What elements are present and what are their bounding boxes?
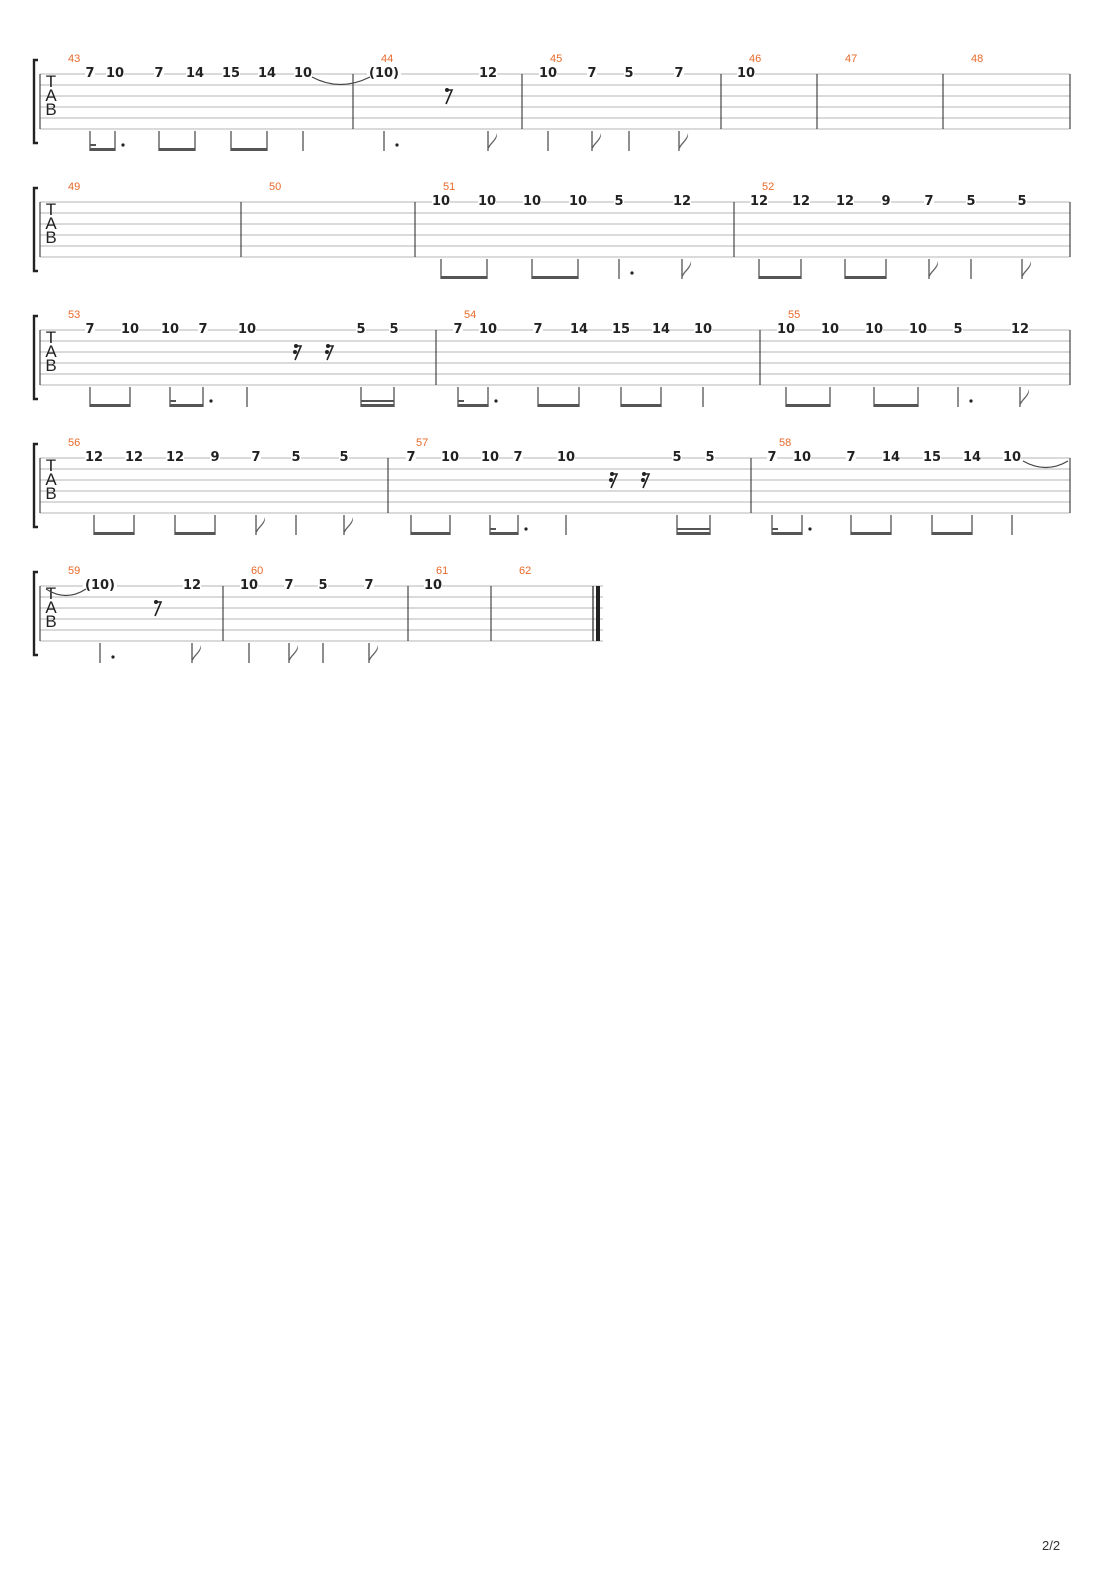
fret-number: 5 [624, 66, 634, 81]
note-beam [170, 404, 203, 407]
augmentation-dot [111, 655, 114, 658]
fret-number: 12 [835, 194, 855, 209]
augmentation-dot [209, 399, 212, 402]
augmentation-dot [494, 399, 497, 402]
augmentation-dot [395, 143, 398, 146]
fret-number: 10 [538, 66, 558, 81]
tab-clef-letter: B [45, 100, 57, 119]
fret-number: 15 [922, 450, 942, 465]
fret-number: 14 [651, 322, 671, 337]
fret-number: 7 [406, 450, 416, 465]
fret-number: 10 [160, 322, 180, 337]
note-flag [369, 645, 378, 663]
fret-number: 12 [84, 450, 104, 465]
note-flag [679, 133, 688, 151]
measure-number: 49 [68, 181, 81, 193]
augmentation-dot [630, 271, 633, 274]
system-bracket [34, 60, 38, 143]
measure-number: 54 [464, 309, 477, 321]
note-flag [256, 517, 265, 535]
note-beam [621, 404, 661, 407]
rest-head [609, 478, 613, 482]
fret-number: 12 [124, 450, 144, 465]
fret-number: 5 [291, 450, 301, 465]
final-barline-thick [596, 586, 600, 641]
fret-number: 7 [587, 66, 597, 81]
tab-clef-letter: T [45, 584, 57, 603]
fret-number: 10 [736, 66, 756, 81]
tab-clef-letter: A [45, 86, 57, 105]
fret-number: 12 [478, 66, 498, 81]
note-beam [175, 532, 215, 535]
fret-number: 15 [221, 66, 241, 81]
measure-number: 59 [68, 565, 81, 577]
note-beam [231, 148, 267, 151]
fret-number: 7 [767, 450, 777, 465]
measure-number: 46 [749, 53, 762, 65]
measure-number: 52 [762, 181, 775, 193]
fret-number: (10) [369, 66, 399, 81]
fret-number: 5 [318, 578, 328, 593]
measure-number: 43 [68, 53, 81, 65]
augmentation-dot [808, 527, 811, 530]
fret-number: 7 [533, 322, 543, 337]
note-beam [759, 276, 801, 279]
fret-number: 5 [339, 450, 349, 465]
fret-number: 10 [522, 194, 542, 209]
measure-number: 58 [779, 437, 792, 449]
fret-number: 10 [864, 322, 884, 337]
system-bracket [34, 316, 38, 399]
fret-number: 15 [611, 322, 631, 337]
fret-number: 10 [478, 322, 498, 337]
fret-number: 10 [1002, 450, 1022, 465]
fret-number: 14 [881, 450, 901, 465]
fret-number: 10 [776, 322, 796, 337]
note-beam [490, 532, 518, 535]
note-beam [851, 532, 891, 535]
note-beam [845, 276, 886, 279]
fret-number: 10 [423, 578, 443, 593]
note-flag [592, 133, 601, 151]
fret-number: 12 [791, 194, 811, 209]
page-number: 2/2 [1042, 1538, 1061, 1553]
tab-clef-letter: A [45, 214, 57, 233]
eighth-rest [446, 90, 452, 104]
tie [312, 77, 370, 85]
note-beam [677, 532, 710, 535]
note-beam [94, 532, 134, 535]
tab-clef-letter: A [45, 470, 57, 489]
fret-number: 10 [477, 194, 497, 209]
fret-number: 7 [284, 578, 294, 593]
measure-number: 57 [416, 437, 429, 449]
measure-number: 44 [381, 53, 394, 65]
fret-number: 7 [85, 322, 95, 337]
note-flag [344, 517, 353, 535]
fret-number: 7 [513, 450, 523, 465]
note-beam [458, 404, 488, 407]
note-flag [682, 261, 691, 279]
note-beam [786, 404, 830, 407]
note-beam [411, 532, 450, 535]
note-beam-partial [490, 528, 496, 530]
tab-clef-letter: T [45, 328, 57, 347]
fret-number: (10) [85, 578, 115, 593]
fret-number: 5 [1017, 194, 1027, 209]
fret-number: 5 [356, 322, 366, 337]
note-beam [538, 404, 579, 407]
note-beam [532, 276, 578, 279]
measure-number: 53 [68, 309, 81, 321]
eighth-rest [155, 602, 161, 616]
measure-number: 60 [251, 565, 264, 577]
note-beam [159, 148, 195, 151]
note-beam-partial [90, 144, 96, 146]
augmentation-dot [524, 527, 527, 530]
note-flag [929, 261, 938, 279]
measure-number: 50 [269, 181, 282, 193]
note-beam-partial [772, 528, 778, 530]
fret-number: 7 [198, 322, 208, 337]
measure-number: 45 [550, 53, 563, 65]
fret-number: 10 [105, 66, 125, 81]
note-beam [90, 148, 115, 151]
rest-head [293, 350, 297, 354]
fret-number: 10 [480, 450, 500, 465]
fret-number: 12 [672, 194, 692, 209]
tab-clef-letter: A [45, 598, 57, 617]
fret-number: 10 [431, 194, 451, 209]
fret-number: 5 [614, 194, 624, 209]
tab-clef-letter: T [45, 456, 57, 475]
tab-clef-letter: T [45, 72, 57, 91]
fret-number: 12 [749, 194, 769, 209]
note-flag [192, 645, 201, 663]
fret-number: 7 [364, 578, 374, 593]
system-bracket [34, 444, 38, 527]
note-beam [361, 404, 394, 407]
measure-number: 51 [443, 181, 456, 193]
fret-number: 7 [674, 66, 684, 81]
fret-number: 10 [293, 66, 313, 81]
fret-number: 10 [556, 450, 576, 465]
fret-number: 10 [120, 322, 140, 337]
note-beam [90, 404, 130, 407]
fret-number: 14 [257, 66, 277, 81]
fret-number: 12 [182, 578, 202, 593]
fret-number: 7 [251, 450, 261, 465]
note-flag [1022, 261, 1031, 279]
rest-head [641, 478, 645, 482]
tab-clef-letter: B [45, 612, 57, 631]
measure-number: 56 [68, 437, 81, 449]
fret-number: 10 [908, 322, 928, 337]
rest-head [325, 350, 329, 354]
note-flag [1020, 389, 1029, 407]
note-beam-secondary [677, 528, 710, 530]
fret-number: 10 [792, 450, 812, 465]
note-beam-partial [458, 400, 464, 402]
tab-clef-letter: T [45, 200, 57, 219]
note-beam [874, 404, 918, 407]
fret-number: 10 [820, 322, 840, 337]
tab-clef-letter: B [45, 484, 57, 503]
fret-number: 10 [693, 322, 713, 337]
fret-number: 7 [924, 194, 934, 209]
measure-number: 61 [436, 565, 449, 577]
measure-number: 62 [519, 565, 532, 577]
fret-number: 14 [569, 322, 589, 337]
fret-number: 12 [165, 450, 185, 465]
fret-number: 5 [389, 322, 399, 337]
measure-number: 47 [845, 53, 858, 65]
augmentation-dot [969, 399, 972, 402]
fret-number: 7 [154, 66, 164, 81]
fret-number: 7 [846, 450, 856, 465]
measure-number: 48 [971, 53, 984, 65]
tab-clef-letter: B [45, 228, 57, 247]
note-flag [488, 133, 497, 151]
note-beam [772, 532, 802, 535]
fret-number: 10 [568, 194, 588, 209]
note-beam-partial [170, 400, 176, 402]
fret-number: 5 [705, 450, 715, 465]
fret-number: 12 [1010, 322, 1030, 337]
fret-number: 10 [239, 578, 259, 593]
system-bracket [34, 188, 38, 271]
fret-number: 7 [453, 322, 463, 337]
note-beam [441, 276, 487, 279]
fret-number: 9 [881, 194, 891, 209]
fret-number: 10 [440, 450, 460, 465]
fret-number: 10 [237, 322, 257, 337]
fret-number: 9 [210, 450, 220, 465]
fret-number: 5 [672, 450, 682, 465]
system-bracket [34, 572, 38, 655]
note-beam [932, 532, 972, 535]
measure-number: 55 [788, 309, 801, 321]
fret-number: 7 [85, 66, 95, 81]
augmentation-dot [121, 143, 124, 146]
tab-clef-letter: A [45, 342, 57, 361]
tie [1023, 461, 1068, 468]
fret-number: 5 [953, 322, 963, 337]
fret-number: 5 [966, 194, 976, 209]
note-flag [289, 645, 298, 663]
fret-number: 14 [962, 450, 982, 465]
tab-clef-letter: B [45, 356, 57, 375]
note-beam-secondary [361, 400, 394, 402]
fret-number: 14 [185, 66, 205, 81]
